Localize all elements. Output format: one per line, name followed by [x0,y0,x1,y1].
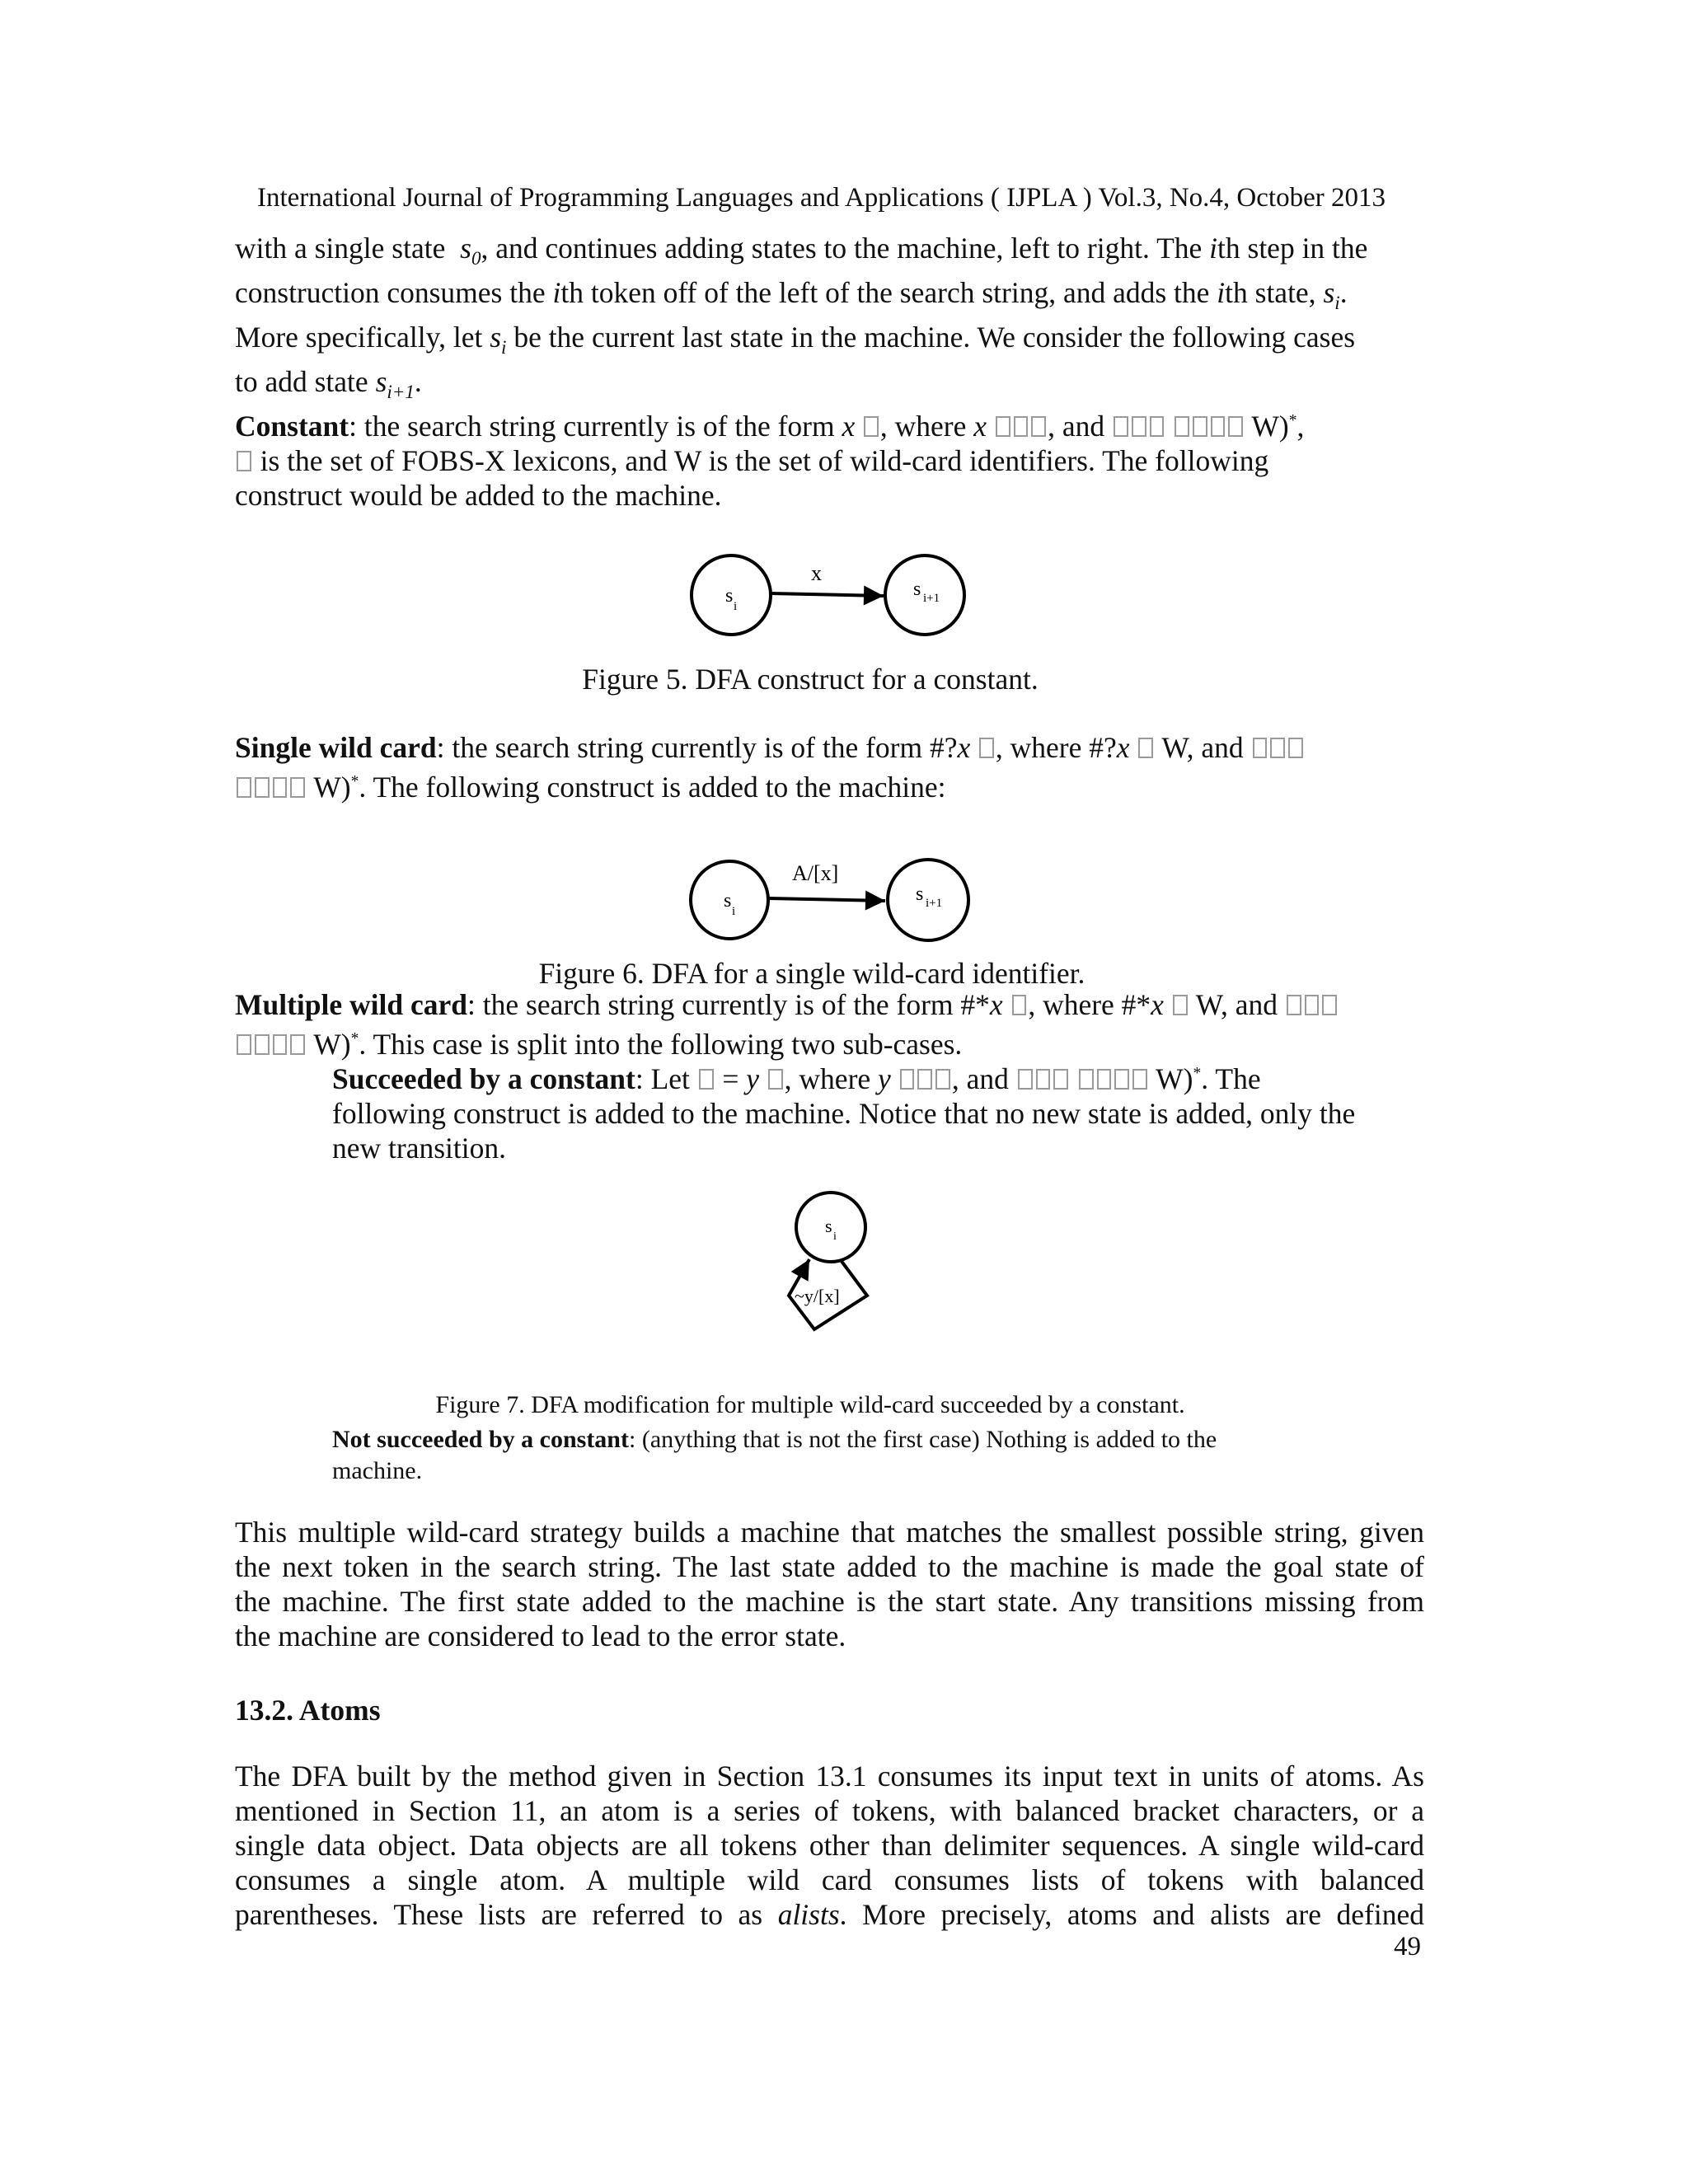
state-si-label: s [724,890,732,912]
intro-paragraph: with a single state $s_0$, and continues adding states to the machine, left to right. The ith step in the construction consumes the ith token off of the left of the search string, and adds the ith state, $s_i$. More specifically, let $s_i$ be the current last state in the machine. We consider the following cases to add state $s_{i+1}$. [235,232,1368,403]
figure7-caption: Figure 7. DFA modification for multiple wild-card succeeded by a constant. [435,1391,1185,1418]
section-heading: 13.2. Atoms [235,1694,381,1727]
running-header: International Journal of Programming Languages and Applications ( IJPLA ) Vol.3, No.4, October 2013 [257,183,1386,213]
figure6-caption: Figure 6. DFA for a single wild-card identifier. [538,957,1085,990]
edge-label: x [811,561,822,585]
atoms-paragraph: The DFA built by the method given in Section 13.1 consumes its input text in units of atoms. As mentioned in Section 11, an atom is a series of tokens, with balanced bracket characters, or a single data object. Data objects are all tokens other than delimiter sequences. A single wild-card consumes a single atom. A multiple wild card consumes lists of tokens with balanced parentheses. These lists are referred to as alists. More precisely, atoms and alists are defined [235,1760,1424,1931]
strategy-paragraph: This multiple wild-card strategy builds a machine that matches the smallest possible string, given the next token in the search string. The last state added to the machine is made the goal state of the machine. The first state added to the machine is the start state. Any transitions missing from the machine are considered to lead to the error state. [235,1516,1424,1652]
state-si-label: s [825,1216,832,1236]
transition-arrow [768,898,885,901]
constant-paragraph: Constant: the search string currently is of the form x , where x , and W)*, is the set of FOBS-X lexicons, and W is the set of wild-card identifiers. The following construct would be added to the machine. [235,409,1305,512]
multiple-wildcard-paragraph: Multiple wild card: the search string currently is of the form #*x , where #*x W, and W)*. This case is split into the following two sub-cases. [235,987,1424,1062]
not-succeeded-paragraph: Not succeeded by a constant: (anything that is not the first case) Nothing is added to the machine. [332,1426,1217,1484]
transition-arrow [771,593,884,596]
svg-text:i: i [732,905,736,918]
state-si1-label: s [913,579,921,600]
loop-label: ~y/[x] [795,1286,840,1306]
svg-text:i+1: i+1 [923,592,940,605]
figure5-caption: Figure 5. DFA construct for a constant. [582,663,1039,696]
edge-label: A/[x] [792,861,839,885]
missing-glyph-box [864,416,879,438]
state-si1-label: s [916,883,924,905]
svg-text:i+1: i+1 [926,897,943,910]
svg-text:i: i [734,600,738,613]
succeeded-by-constant-paragraph: Succeeded by a constant: Let = y , where y , and W)*. The following construct is added to the machine. Notice that no new state is added, only the new transition. [332,1062,1356,1165]
single-wildcard-paragraph: Single wild card: the search string currently is of the form #?x , where #?x W, and W)*. The following construct is added to the machine: [235,730,1424,804]
svg-text:i: i [833,1230,837,1243]
figure6-diagram [674,841,996,948]
page-number: 49 [1394,1932,1421,1961]
state-si-label: s [725,585,734,607]
figure7-diagram [767,1187,890,1352]
figure5-diagram [676,544,989,643]
